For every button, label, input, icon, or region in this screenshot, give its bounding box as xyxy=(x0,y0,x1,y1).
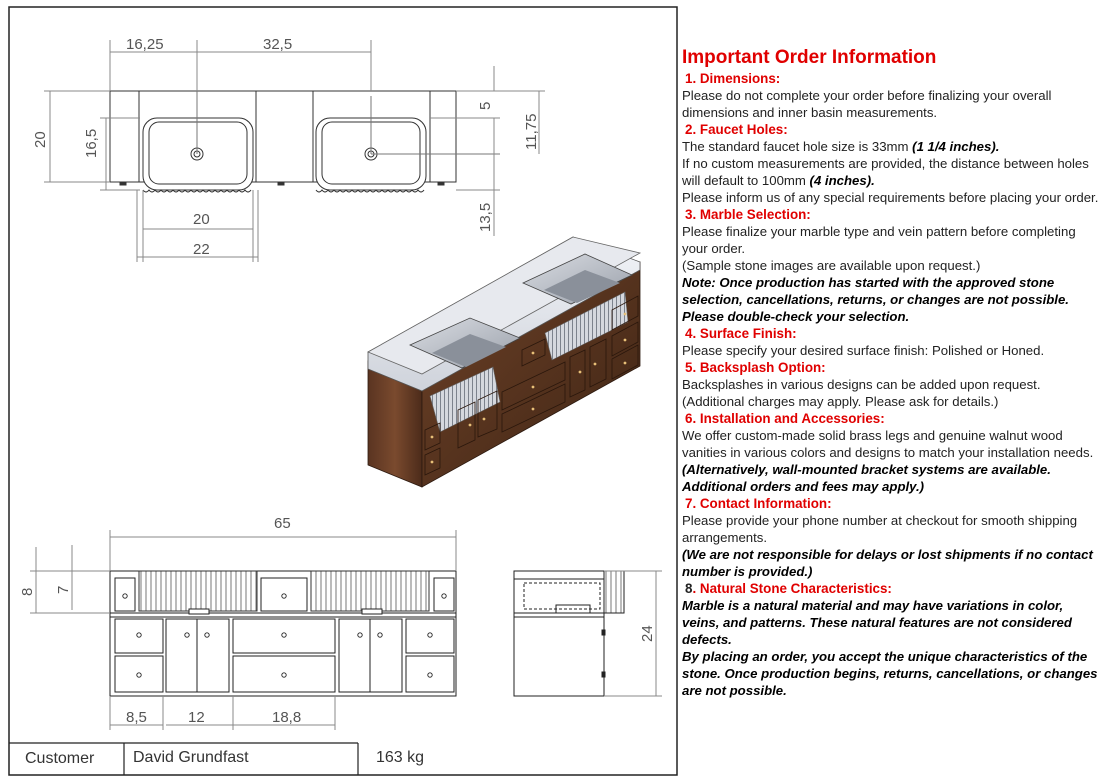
dim-basin-outer-width: 22 xyxy=(193,241,210,258)
dim-inner-height: 7 xyxy=(55,585,72,594)
dim-side-width: 8,5 xyxy=(126,709,147,726)
dim-basin-inner-width: 20 xyxy=(193,211,210,228)
section-stone-text-1: Marble is a natural material and may have variations in color, veins, and patterns. These natural features are not considered defects. xyxy=(682,598,1072,647)
side-view xyxy=(514,571,624,696)
section-title: Installation and Accessories: xyxy=(699,411,885,426)
section-faucet-text-2 xyxy=(682,155,1104,189)
section-faucet-heading xyxy=(682,121,1104,138)
section-number: 3. xyxy=(685,207,700,222)
dim-total-depth: 20 xyxy=(32,131,49,148)
dim-top-height: 8 xyxy=(19,587,36,596)
section-contact-text-1: Please provide your phone number at checkout for smooth shipping arrangements. xyxy=(682,513,1078,545)
section-number: 5. xyxy=(685,360,700,375)
dim-lower-depth: 13,5 xyxy=(477,202,494,232)
section-finish-text: Please specify your desired surface finish: Polished or Honed. xyxy=(682,343,1045,358)
text: The standard faucet hole size is 33mm xyxy=(682,139,913,154)
section-title: Marble Selection: xyxy=(699,207,811,222)
section-dimensions-heading xyxy=(682,70,1104,87)
dim-height: 24 xyxy=(639,625,656,642)
section-marble-note: Note: Once production has started with the approved stone selection, cancellations, returns, or changes are not possible. Please double-check your selection. xyxy=(682,275,1069,324)
section-title: Backsplash Option: xyxy=(699,360,826,375)
section-title: . Natural Stone Characteristics: xyxy=(692,581,892,596)
section-contact-heading xyxy=(682,495,1104,512)
section-title: Contact Information: xyxy=(699,496,832,511)
order-info-panel xyxy=(682,46,1104,699)
section-contact-note: (We are not responsible for delays or lost shipments if no contact number is provided.) xyxy=(682,547,1093,579)
section-stone-heading xyxy=(682,580,1104,597)
customer-label: Customer xyxy=(25,750,95,767)
dim-overall-width: 65 xyxy=(274,515,291,532)
customer-name: David Grundfast xyxy=(133,749,249,766)
section-marble-heading xyxy=(682,206,1104,223)
dim-door-width: 12 xyxy=(188,709,205,726)
emphasis-text: (1 1/4 inches). xyxy=(912,139,1000,154)
section-installation-heading xyxy=(682,410,1104,427)
dim-right-depth: 11,75 xyxy=(523,113,540,150)
section-number: 7. xyxy=(685,496,700,511)
section-backsplash-text-2: (Additional charges may apply. Please ask for details.) xyxy=(682,394,999,409)
section-title: Faucet Holes: xyxy=(699,122,788,137)
dim-edge-offset: 5 xyxy=(477,101,494,110)
section-number: 6. xyxy=(685,411,700,426)
dim-basin-depth-outer: 16,5 xyxy=(83,128,100,158)
section-number: 8 xyxy=(685,581,693,596)
top-view xyxy=(110,46,500,192)
section-installation-text-1: We offer custom-made solid brass legs and genuine walnut wood vanities in various colors and designs to match your installation needs. xyxy=(682,428,1094,460)
section-faucet-text-3: Please inform us of any special requirements before placing your order. xyxy=(682,190,1099,205)
section-title: Surface Finish: xyxy=(699,326,797,341)
section-finish-heading xyxy=(682,325,1104,342)
text: If no custom measurements are provided, the distance between holes will default to 100mm xyxy=(682,156,1089,188)
weight-value: 163 kg xyxy=(376,749,425,766)
section-marble-text-2: (Sample stone images are available upon request.) xyxy=(682,258,981,273)
section-installation-note: (Alternatively, wall-mounted bracket systems are available. Additional orders and fees may apply.) xyxy=(682,462,1051,494)
isometric-view xyxy=(368,237,640,487)
section-number: 1. xyxy=(685,71,700,86)
section-stone-text-2: By placing an order, you accept the unique characteristics of the stone. Once production begins, returns, cancellations, or changes are not possible. xyxy=(682,649,1098,698)
section-faucet-text-1 xyxy=(682,138,1104,155)
section-dimensions-text: Please do not complete your order before finalizing your overall dimensions and inner basin measurements. xyxy=(682,88,1052,120)
dim-center-width: 32,5 xyxy=(263,36,293,53)
emphasis-text: (4 inches). xyxy=(809,173,875,188)
section-backsplash-heading xyxy=(682,359,1104,376)
dim-drawer-width: 18,8 xyxy=(272,709,302,726)
info-title: Important Order Information xyxy=(682,47,937,68)
section-number: 2. xyxy=(685,122,700,137)
dim-left-width: 16,25 xyxy=(126,36,164,53)
section-number: 4. xyxy=(685,326,700,341)
section-backsplash-text-1: Backsplashes in various designs can be added upon request. xyxy=(682,377,1041,392)
section-marble-text-1: Please finalize your marble type and vein pattern before completing your order. xyxy=(682,224,1076,256)
section-title: Dimensions: xyxy=(699,71,781,86)
